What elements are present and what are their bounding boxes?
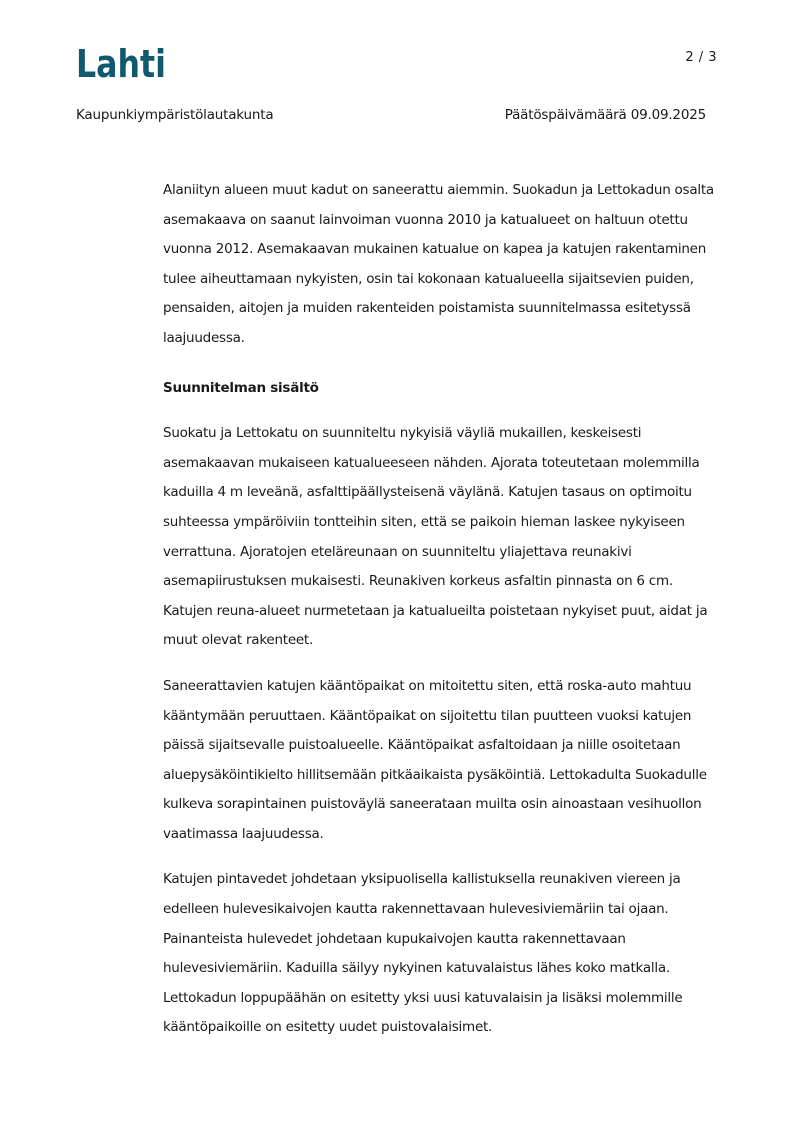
decision-date: Päätöspäivämäärä 09.09.2025 [504, 107, 706, 123]
page-number: 2 / 3 [685, 50, 717, 65]
lahti-logo [76, 42, 168, 86]
section-heading: Suunnitelman sisältö [163, 379, 319, 396]
paragraph-street-design: Suokatu ja Lettokatu on suunniteltu nykyisiä väyliä mukaillen, keskeisesti asemakaavan mukaiseen katualueeseen nähden. Ajorata toteutetaan molemmilla kaduilla 4 m leveänä, asfalttipäällysteisenä väylänä. Katujen tasaus on optimoitu suhteessa ympäröiviin tontteihin siten, että se paikoin hieman laskee nykyiseen verrattuna. Ajoratojen eteläreunaan on suunniteltu yliajettava reunakivi asemapiirustuksen mukaisesti. Reunakiven korkeus asfaltin pinnasta on 6 cm. Katujen reuna-alueet nurmetetaan ja katualueilta poistetaan nykyiset puut, aidat ja muut olevat rakenteet. [163, 425, 708, 649]
paragraph-drainage-lighting: Katujen pintavedet johdetaan yksipuolisella kallistuksella reunakiven viereen ja edelleen hulevesikaivojen kautta rakennettavaan hulevesiviemäriin tai ojaan. Painanteista hulevedet johdetaan kupukaivojen kautta rakennettavaan hulevesiviemäriin. Kaduilla säilyy nykyinen katuvalaistus lähes koko matkalla. Lettokadun loppupäähän on esitetty yksi uusi katuvalaisin ja lisäksi molemmille kääntöpaikoille on esitetty uudet puistovalaisimet. [163, 871, 683, 1036]
lahti-logo-text: Lahti [76, 42, 166, 86]
paragraph-background: Alaniityn alueen muut kadut on saneerattu aiemmin. Suokadun ja Lettokadun osalta asemakaava on saanut lainvoiman vuonna 2010 ja katualueet on haltuun otettu vuonna 2012. Asemakaavan mukainen katualue on kapea ja katujen rakentaminen tulee aiheuttamaan nykyisten, osin tai kokonaan katualueella sijaitsevien puiden, pensaiden, aitojen ja muiden rakenteiden poistamista suunnitelmassa esitetyssä laajuudessa. [163, 182, 714, 346]
lahti-logo-mark [76, 42, 168, 86]
committee-name: Kaupunkiympäristölautakunta [76, 107, 274, 123]
paragraph-turning-areas: Saneerattavien katujen kääntöpaikat on mitoitettu siten, että roska-auto mahtuu kääntymään peruuttaen. Kääntöpaikat on sijoitettu tilan puutteen vuoksi katujen päissä sijaitsevalle puistoalueelle. Kääntöpaikat asfaltoidaan ja niille osoitetaan aluepysäköintikielto hillitsemään pitkäaikaista pysäköintiä. Lettokadulta Suokadulle kulkeva sorapintainen puistoväylä saneerataan muilta osin ainoastaan vesihuollon vaatimassa laajuudessa. [163, 677, 707, 842]
document-body [163, 176, 725, 1043]
